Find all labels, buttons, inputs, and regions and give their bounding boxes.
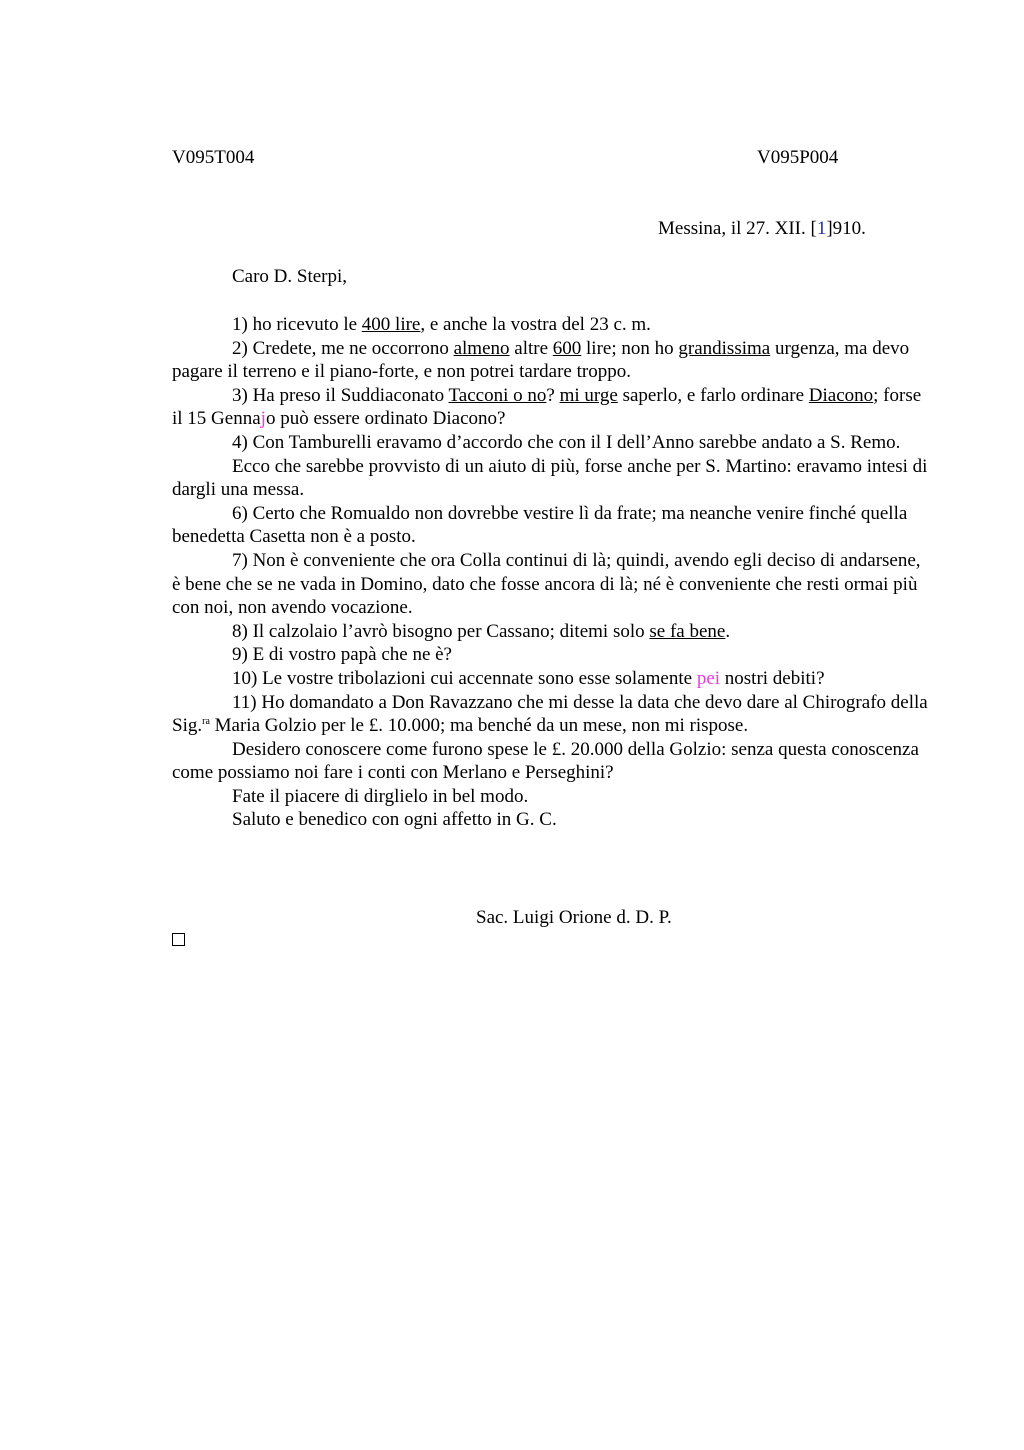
text-run: 3) Ha preso il Suddiaconato (232, 384, 449, 406)
superscript-abbreviation: ra (202, 716, 210, 728)
underlined-text: grandissima (678, 337, 771, 359)
underlined-text: 400 lire (361, 314, 421, 335)
paragraph-13: Fate il piacere di dirglielo in bel modo. (232, 785, 529, 807)
paragraph-5: Ecco che sarebbe provvisto di un aiuto di più, forse anche per S. Martino: eravamo intesi di dargli una messa. (172, 455, 928, 501)
paragraph-11 (172, 691, 932, 738)
text-run: 2) Credete, me ne occorrono (232, 337, 454, 359)
editorial-mark: j (260, 408, 266, 430)
text-run: Maria Golzio per le £. 10.000; ma benché da un mese, non mi rispose. (209, 715, 749, 737)
underlined-text: mi urge (559, 384, 618, 406)
document-code-right: V095P004 (757, 147, 839, 168)
signature: Sac. Luigi Orione d. D. P. (476, 907, 672, 928)
text-run: 10) Le vostre tribolazioni cui accennate sono esse solamente (232, 667, 697, 689)
dateline-suffix: ]910. (826, 218, 866, 239)
paragraph-3 (172, 384, 932, 431)
salutation: Caro D. Sterpi, (232, 266, 348, 287)
paragraph-10 (172, 667, 932, 691)
text-run: . (725, 620, 731, 642)
underlined-text: 600 (552, 337, 582, 359)
text-run: saperlo, e farlo ordinare (617, 384, 809, 406)
dateline-prefix: Messina, il 27. XII. [ (658, 218, 817, 239)
text-run: ? (546, 384, 560, 406)
paragraph-14: Saluto e benedico con ogni affetto in G. C. (232, 809, 557, 831)
dateline-restored-digit: 1 (816, 218, 827, 239)
document-code-left: V095T004 (172, 147, 255, 168)
text-run: o può essere ordinato Diacono? (265, 408, 506, 430)
text-run: ; forse il 15 Genna (172, 384, 922, 430)
paragraph-4: 4) Con Tamburelli eravamo d’accordo che con il I dell’Anno sarebbe andato a S. Remo. (232, 431, 901, 453)
paragraph-1 (172, 313, 932, 337)
paragraph-12: Desidero conoscere come furono spese le £. 20.000 della Golzio: senza questa conoscenza come possiamo noi fare i conti con Merlano e Perseghini? (172, 738, 919, 784)
paragraph-2 (172, 337, 932, 384)
paragraph-9: 9) E di vostro papà che ne è? (232, 644, 452, 666)
text-run: lire; non ho (581, 337, 679, 359)
underlined-text: se fa bene (649, 620, 726, 642)
text-run: urgenza, ma devo pagare il terreno e il piano-forte, e non potrei tardare troppo. (172, 337, 910, 383)
dateline (658, 218, 866, 240)
text-run: nostri debiti? (720, 667, 825, 689)
underlined-text: Diacono (808, 384, 874, 406)
letter-body (172, 313, 932, 832)
text-run: 1) ho ricevuto le (232, 314, 362, 335)
underlined-text: Tacconi o no (448, 384, 547, 406)
text-run: 8) Il calzolaio l’avrò bisogno per Cassano; ditemi solo (232, 620, 650, 642)
underlined-text: almeno (453, 337, 510, 359)
paragraph-7: 7) Non è conveniente che ora Colla continui di là; quindi, avendo egli deciso di andarsene, è bene che se ne vada in Domino, dato che fosse ancora di là; né è conveniente che resti ormai più con noi, non avendo vocazione. (172, 549, 921, 619)
text-run: 11) Ho domandato a Don Ravazzano che mi desse la data che devo dare al Chirografo della Sig. (172, 691, 928, 737)
editorial-mark: pei (696, 667, 721, 689)
text-run: , e anche la vostra del 23 c. m. (420, 314, 651, 335)
text-run: altre (509, 337, 553, 359)
paragraph-6: 6) Certo che Romualdo non dovrebbe vestire lì da frate; ma neanche venire finché quella benedetta Casetta non è a posto. (172, 502, 908, 548)
paragraph-8 (172, 620, 932, 644)
square-outline-icon (172, 933, 185, 946)
